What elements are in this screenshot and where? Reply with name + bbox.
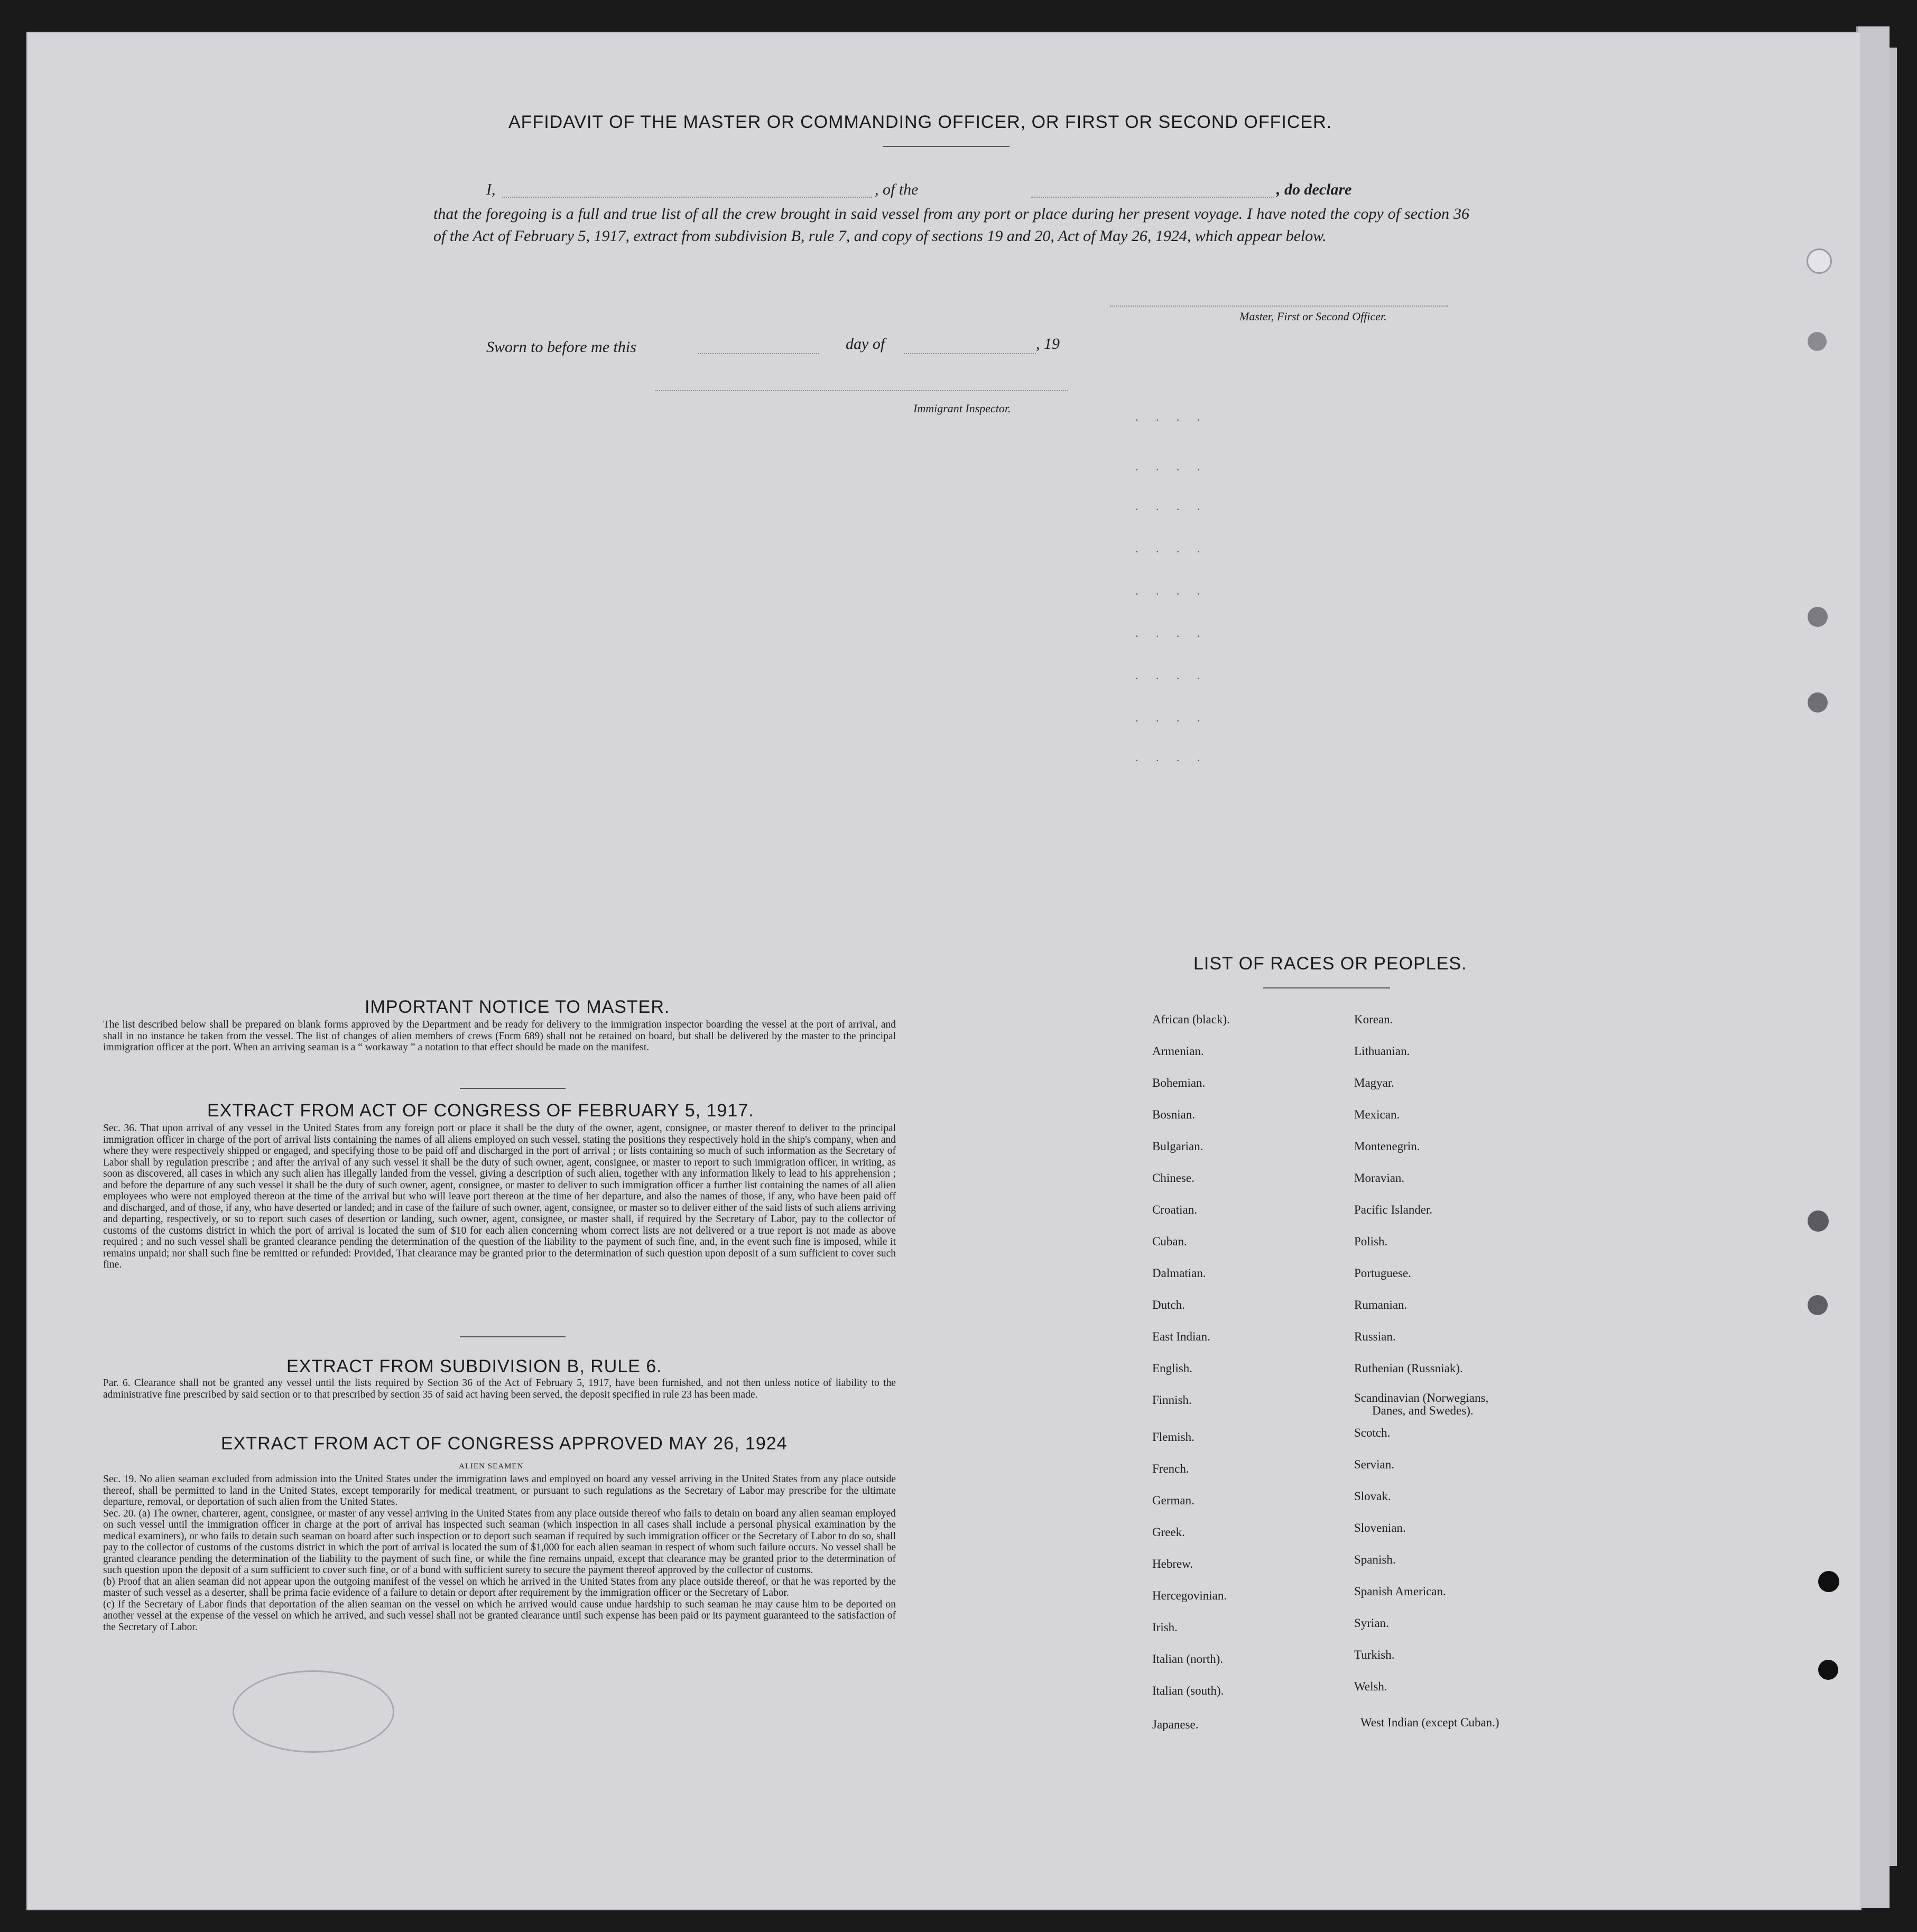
race-item: Cuban. [1152, 1235, 1187, 1248]
page-edge [1856, 26, 1890, 1908]
races-title: LIST OF RACES OR PEOPLES. [1193, 954, 1467, 974]
bleed-dots: . . . . [1135, 711, 1208, 724]
race-item: Croatian. [1152, 1203, 1197, 1216]
race-item: Korean. [1354, 1013, 1393, 1026]
race-item: Slovenian. [1354, 1521, 1406, 1534]
race-item: African (black). [1152, 1013, 1230, 1026]
extract-1924-subtitle: ALIEN SEAMEN [459, 1462, 524, 1471]
bleed-dots: . . . . [1135, 584, 1208, 597]
bleed-dots: . . . . [1135, 500, 1208, 513]
race-item: Rumanian. [1354, 1298, 1407, 1311]
sec20b-text: (b) Proof that an alien seaman did not appear upon the outgoing manifest of the vessel on which he arrived in the United States from any place outside thereof, or that he was reported by the master of such vessel as a deserter, shall be prima facie evidence of a failure to detain or deport after requirement by the immigration officer or the Secretary of Labor. [103, 1576, 896, 1598]
bleed-dots: . . . . [1135, 410, 1208, 423]
race-item: Welsh. [1354, 1680, 1387, 1693]
sworn-month-field[interactable] [904, 353, 1036, 354]
race-item: Turkish. [1354, 1648, 1395, 1661]
vessel-field[interactable] [1031, 197, 1274, 198]
race-item: East Indian. [1152, 1330, 1210, 1343]
extract-1917-title: EXTRACT FROM ACT OF CONGRESS OF FEBRUARY 5, 1917. [207, 1101, 754, 1121]
binder-hole [1818, 1660, 1838, 1680]
race-item: German. [1152, 1494, 1194, 1507]
race-item: Polish. [1354, 1235, 1388, 1248]
do-declare: , do declare [1276, 181, 1352, 198]
year-label: , 19 [1036, 335, 1060, 353]
binder-hole [1808, 692, 1828, 713]
races-rule [1263, 987, 1390, 988]
race-item: Servian. [1354, 1458, 1395, 1471]
notice-title: IMPORTANT NOTICE TO MASTER. [365, 997, 670, 1017]
race-item: Bohemian. [1152, 1076, 1206, 1089]
race-item: Greek. [1152, 1526, 1185, 1539]
name-field[interactable] [502, 197, 872, 198]
race-item: Pacific Islander. [1354, 1203, 1433, 1216]
sec20c-text: (c) If the Secretary of Labor finds that deportation of the alien seaman on the vessel on which he arrived would cause undue hardship to such seaman he may cause him to be deported on another vessel at the expense of the vessel on which he arrived, and such vessel shall not be granted clearance until such expense has been paid or its payment guaranteed to the satisfaction of the Secretary of Labor. [103, 1598, 896, 1633]
race-item: Japanese. [1152, 1718, 1199, 1731]
affidavit-line1 [433, 179, 1469, 202]
sworn-label: Sworn to before me this [486, 338, 636, 356]
race-item: Scotch. [1354, 1426, 1391, 1439]
race-item: Flemish. [1152, 1430, 1194, 1444]
affidavit-title: AFFIDAVIT OF THE MASTER OR COMMANDING OFFICER, OR FIRST OR SECOND OFFICER. [508, 112, 1332, 132]
race-item: Dutch. [1152, 1298, 1185, 1311]
extract-1917-text: Sec. 36. That upon arrival of any vessel in the United States from any foreign port or place it shall be the duty of the owner, agent, consignee, or master thereof to deliver to the principal immigration officer in charge of the port of arrival lists containing the names of all aliens employed on such vessel, stating the positions they respectively hold in the ship's company, when and where they were respectively shipped or engaged, and specifying those to be paid off and discharged in the port of arrival ; or lists containing so much of such information as the Secretary of Labor shall by regulation prescribe ; and after the arrival of any such vessel it shall be the duty of such owner, agent, consignee, or master to report to such immigration officer, in writing, as soon as discovered, all cases in which any such alien has illegally landed from the vessel, giving a description of such alien, together with any information likely to lead to his apprehension ; and before the departure of any such vessel it shall be the duty of such owner, agent, consignee, or master to deliver to such immigration officer a further list containing the names of all alien employees who were not employed thereon at the time of the arrival but who will leave port thereon at the time of her departure, and also the names of those, if any, who have been paid off and discharged, and of those, if any, who have deserted or landed; and in case of the failure of such owner, agent, consignee, or master so to deliver either of the said lists of such aliens arriving and departing, respectively, or so to report such cases of desertion or landing, such owner, agent, consignee, or master shall, if required by the Secretary of Labor, pay to the collector of customs of the customs district in which the port of arrival is located the sum of $10 for each alien concerning whom correct lists are not delivered or a true report is not made as above required ; and no such vessel shall be granted clearance pending the determination of the question of the liability to the payment of such fine, and, in the event such fine is imposed, while it remains unpaid; nor shall such fine be remitted or refunded: Provided, That clearance may be granted prior to the determination of such question upon deposit of a sum sufficient to cover such fine. [103, 1123, 896, 1270]
day-of-label: day of [846, 335, 885, 353]
binder-hole [1808, 1295, 1828, 1315]
inspector-signature-line[interactable] [655, 390, 1068, 391]
race-item: French. [1152, 1462, 1189, 1475]
race-item: Hebrew. [1152, 1557, 1193, 1570]
bleed-dots: . . . . [1135, 669, 1208, 682]
sec20a-text: Sec. 20. (a) The owner, charterer, agent, consignee, or master of any vessel arriving in the United States from any place outside thereof who fails to detain on board any alien seaman employed on such vessel until the immigration officer in charge at the port of arrival has inspected such seaman (which inspection in all cases shall include a personal physical examination by the medical examiners), or who fails to detain such seaman on board after such inspection or to deport such seaman if required by such immigration officer or the Secretary of Labor to do so, shall pay to the collector of customs of the customs district in which the port of arrival is located the sum of $1,000 for each alien seaman in respect of whom such failure occurs. No vessel shall be granted clearance pending the determination of the liability to the payment of such fine, or while the fine remains unpaid, except that clearance may be granted prior to the determination of such question upon the deposit of a sum sufficient to cover such fine, or of a bond with sufficient surety to secure the payment thereof approved by the collector of customs. [103, 1508, 896, 1576]
binder-hole [1808, 1210, 1829, 1232]
race-item: Irish. [1152, 1621, 1178, 1634]
master-signature-line[interactable] [1110, 306, 1448, 307]
race-item: Russian. [1354, 1330, 1396, 1343]
affidavit-body: that the foregoing is a full and true list of all the crew brought in said vessel from any port or place during her present voyage. I have noted the copy of section 36 of the Act of February 5, 1917, extract from subdivision B, rule 7, and copy of sections 19 and 20, Act of May 26, 1924, which appear below. [433, 205, 1469, 245]
declarant-prefix: I, [486, 181, 496, 198]
race-item: Hercegovinian. [1152, 1589, 1227, 1602]
master-signature-caption: Master, First or Second Officer. [1239, 310, 1387, 323]
race-item-continuation: Danes, and Swedes). [1372, 1404, 1474, 1417]
notice-rule [460, 1088, 566, 1089]
extract-1924-body [103, 1474, 896, 1633]
faint-stamp [233, 1670, 394, 1753]
race-item: Bosnian. [1152, 1108, 1196, 1121]
race-item: Dalmatian. [1152, 1267, 1206, 1280]
race-item: Syrian. [1354, 1616, 1389, 1630]
extract-1924-title: EXTRACT FROM ACT OF CONGRESS APPROVED MAY 26, 1924 [221, 1434, 788, 1454]
race-item: Bulgarian. [1152, 1140, 1203, 1153]
inspector-caption: Immigrant Inspector. [913, 402, 1011, 415]
race-item: Finnish. [1152, 1393, 1192, 1407]
race-item: Lithuanian. [1354, 1044, 1410, 1058]
sworn-day-field[interactable] [698, 353, 819, 354]
race-item: English. [1152, 1362, 1193, 1375]
race-item: Italian (south). [1152, 1684, 1224, 1697]
extract-1917-rule [460, 1336, 566, 1337]
binder-hole [1818, 1571, 1839, 1592]
binder-hole [1807, 248, 1832, 274]
binder-hole [1808, 332, 1827, 351]
race-item: Montenegrin. [1354, 1140, 1420, 1153]
race-item: Moravian. [1354, 1171, 1405, 1185]
race-item: Chinese. [1152, 1171, 1194, 1185]
bleed-dots: . . . . [1135, 542, 1208, 555]
bleed-dots: . . . . [1135, 751, 1208, 764]
sec19-text: Sec. 19. No alien seaman excluded from admission into the United States under the immigration laws and employed on board any vessel arriving in the United States from any place outside thereof, shall be permitted to land in the United States, except temporarily for medical treatment, or pursuant to such regulations as the Secretary of Labor may prescribe for the ultimate departure, removal, or deportation of such alien from the United States. [103, 1474, 896, 1508]
race-item: Spanish. [1354, 1553, 1396, 1566]
extract-rule6-title: EXTRACT FROM SUBDIVISION B, RULE 6. [286, 1356, 662, 1376]
title-rule [883, 146, 1010, 147]
race-item: Ruthenian (Russniak). [1354, 1362, 1463, 1375]
notice-text: The list described below shall be prepared on blank forms approved by the Department and be ready for delivery to the immigration inspector boarding the vessel at the port of arrival, and shall in no instance be taken from the vessel. The list of changes of alien members of crews (Form 689) shall not be retained on board, but shall be delivered by the master to the principal immigration officer at the port. When an arriving seaman is a “ workaway ” a notation to that effect should be made on the manifest. [103, 1019, 896, 1053]
race-item: Scandinavian (Norwegians, [1354, 1391, 1489, 1404]
bleed-dots: . . . . [1135, 626, 1208, 640]
race-item: Armenian. [1152, 1044, 1204, 1058]
sworn-line [486, 333, 1120, 356]
race-item: Slovak. [1354, 1490, 1391, 1503]
race-item: Italian (north). [1152, 1652, 1224, 1666]
vessel-of-the: , of the [875, 181, 919, 198]
binder-hole [1808, 607, 1828, 627]
race-item: Spanish American. [1354, 1585, 1446, 1598]
race-item: Portuguese. [1354, 1267, 1411, 1280]
race-item: Mexican. [1354, 1108, 1400, 1121]
extract-rule6-text: Par. 6. Clearance shall not be granted any vessel until the lists required by Section 36 of the Act of February 5, 1917, have been furnished, and not then unless notice of liability to the administrative fine prescribed by said section or to that prescribed by section 35 of said act having been served, the deposit specified in rule 23 has been made. [103, 1378, 896, 1400]
race-item: West Indian (except Cuban.) [1360, 1716, 1499, 1729]
race-item: Magyar. [1354, 1076, 1395, 1089]
bleed-dots: . . . . [1135, 460, 1208, 473]
